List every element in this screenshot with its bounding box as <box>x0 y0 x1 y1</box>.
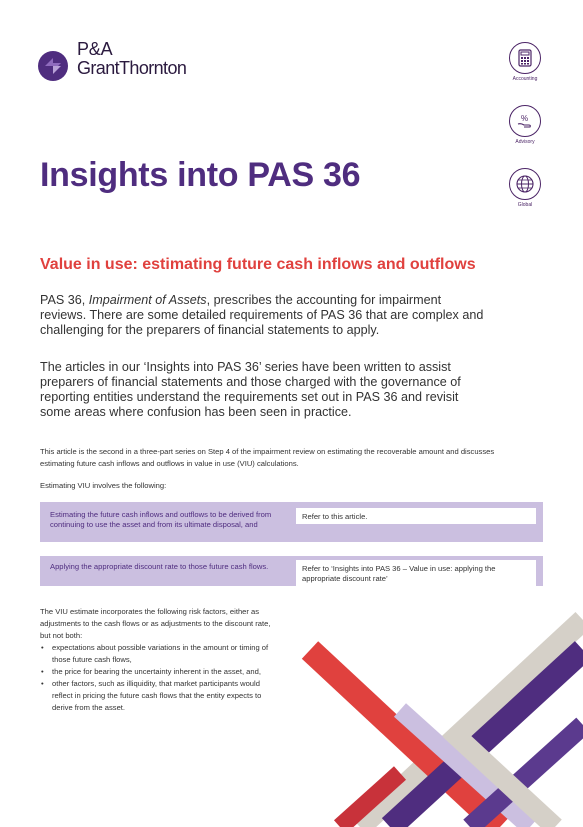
service-advisory <box>508 105 542 145</box>
table-step-cell: Applying the appropriate discount rate to those future cash flows. <box>50 562 269 571</box>
risk-factors <box>40 606 280 714</box>
standard-name: Impairment of Assets <box>88 293 207 307</box>
decorative-ribbons <box>300 590 583 827</box>
service-global <box>508 168 542 208</box>
list-item: • the price for bearing the uncertainty inherent in the asset, and, <box>40 666 280 678</box>
logo-mark-icon <box>37 50 69 82</box>
brand-logo <box>37 40 217 84</box>
calculator-icon <box>517 49 533 67</box>
risk-list <box>40 642 280 714</box>
service-label: Global <box>517 202 533 208</box>
risk-intro: The VIU estimate incorporates the following risk factors, either as adjustments to the cash flows or as adjustments to the discount rate, but not both: <box>40 607 271 640</box>
service-label: Advisory <box>515 139 535 145</box>
table-step-cell: Estimating the future cash inflows and outflows to be derived from continuing to use the asset and from its ultimate disposal, and <box>50 510 272 529</box>
globe-icon <box>515 174 535 194</box>
service-accounting <box>508 42 542 82</box>
logo-line-1: P&A <box>77 39 113 59</box>
svg-text:%: % <box>521 114 529 123</box>
article-note: This article is the second in a three-part series on Step 4 of the impairment review on estimating the recoverable amount and discusses estimating future cash inflows and outflows in value in use (VIU) calculations. <box>40 447 495 468</box>
logo-line-2: GrantThornton <box>77 58 187 78</box>
table-row <box>40 502 543 542</box>
intro-text: , prescribes the accounting for impairment reviews. There are some detailed requirements of PAS 36 that are complex and challenging for the preparers of financial statements to apply. <box>40 293 484 337</box>
list-item: • other factors, such as illiquidity, that market participants would reflect in pricing the future cash flows that the entity expects to derive from the asset. <box>40 678 280 714</box>
percent-hand-icon <box>516 112 534 130</box>
viu-intro: Estimating VIU involves the following: <box>40 481 167 490</box>
list-item: • expectations about possible variations in the amount or timing of those future cash flows, <box>40 642 280 666</box>
table-row <box>40 556 543 586</box>
table-reference-cell: Refer to ‘Insights into PAS 36 – Value in use: applying the appropriate discount rate’ <box>296 560 536 586</box>
intro-paragraph-2: The articles in our ‘Insights into PAS 36’ series have been written to assist preparers of financial statements and those charged with the governance of reporting entities understand the requirements set out in PAS 36 and revisit some areas where confusion has been seen in practice. <box>40 360 461 419</box>
table-reference-cell: Refer to this article. <box>296 508 536 524</box>
page-subtitle: Value in use: estimating future cash inflows and outflows <box>40 256 476 273</box>
service-label: Accounting <box>512 76 538 82</box>
intro-paragraph-1 <box>40 293 490 338</box>
page-title: Insights into PAS 36 <box>40 156 361 194</box>
intro-text: PAS 36, <box>40 293 89 307</box>
